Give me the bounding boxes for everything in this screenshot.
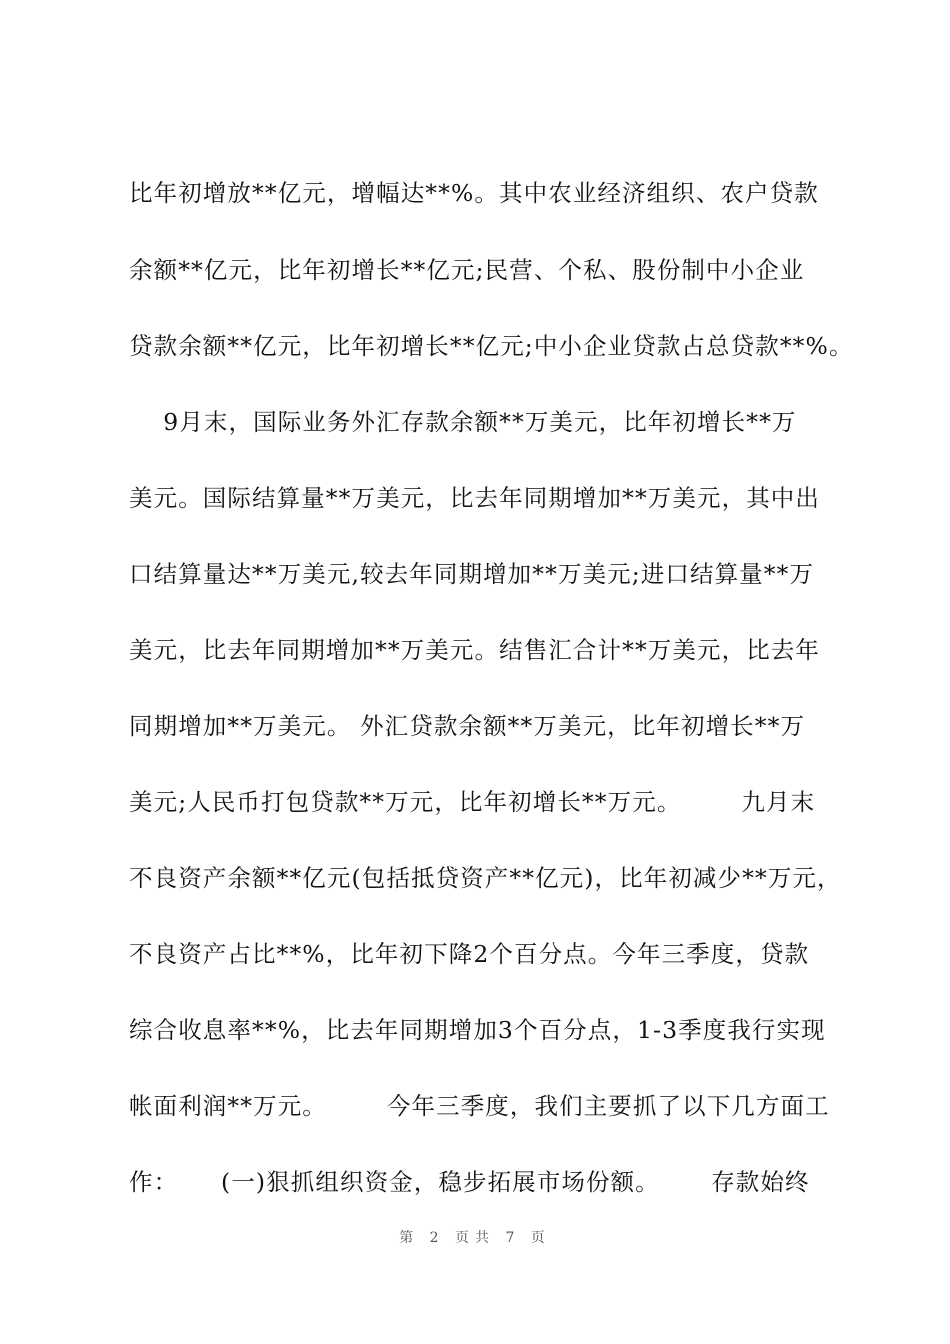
text-line-7: 美元，比去年同期增加**万美元。结售汇合计**万美元，比去年 [129, 636, 820, 664]
text-line-3: 贷款余额**亿元，比年初增长**亿元;中小企业贷款占总贷款**%。 [129, 332, 854, 360]
text-line-11: 不良资产占比**%，比年初下降2个百分点。今年三季度，贷款 [129, 940, 810, 968]
text-line-1: 比年初增放**亿元，增幅达**%。其中农业经济组织、农户贷款 [129, 179, 819, 207]
text-line-5: 美元。国际结算量**万美元，比去年同期增加**万美元，其中出 [129, 484, 820, 512]
text-line-4: 9月末，国际业务外汇存款余额**万美元，比年初增长**万 [129, 408, 797, 436]
text-line-2: 余额**亿元，比年初增长**亿元;民营、个私、股份制中小企业 [129, 256, 805, 284]
text-line-6: 口结算量达**万美元,较去年同期增加**万美元;进口结算量**万 [129, 560, 815, 588]
text-line-9: 美元;人民币打包贷款**万元，比年初增长**万元。 九月末 [129, 788, 816, 816]
text-line-8: 同期增加**万美元。 外汇贷款余额**万美元，比年初增长**万 [129, 712, 806, 740]
page-number-footer: 第 2 页共 7 页 [399, 1230, 551, 1246]
text-line-10: 不良资产余额**亿元(包括抵贷资产**亿元)，比年初减少**万元， [129, 864, 842, 892]
text-line-13: 帐面利润**万元。 今年三季度，我们主要抓了以下几方面工 [129, 1092, 830, 1120]
text-line-12: 综合收息率**%，比去年同期增加3个百分点，1-3季度我行实现 [129, 1016, 826, 1044]
text-line-14: 作： (一)狠抓组织资金，稳步拓展市场份额。 存款始终 [129, 1168, 810, 1196]
